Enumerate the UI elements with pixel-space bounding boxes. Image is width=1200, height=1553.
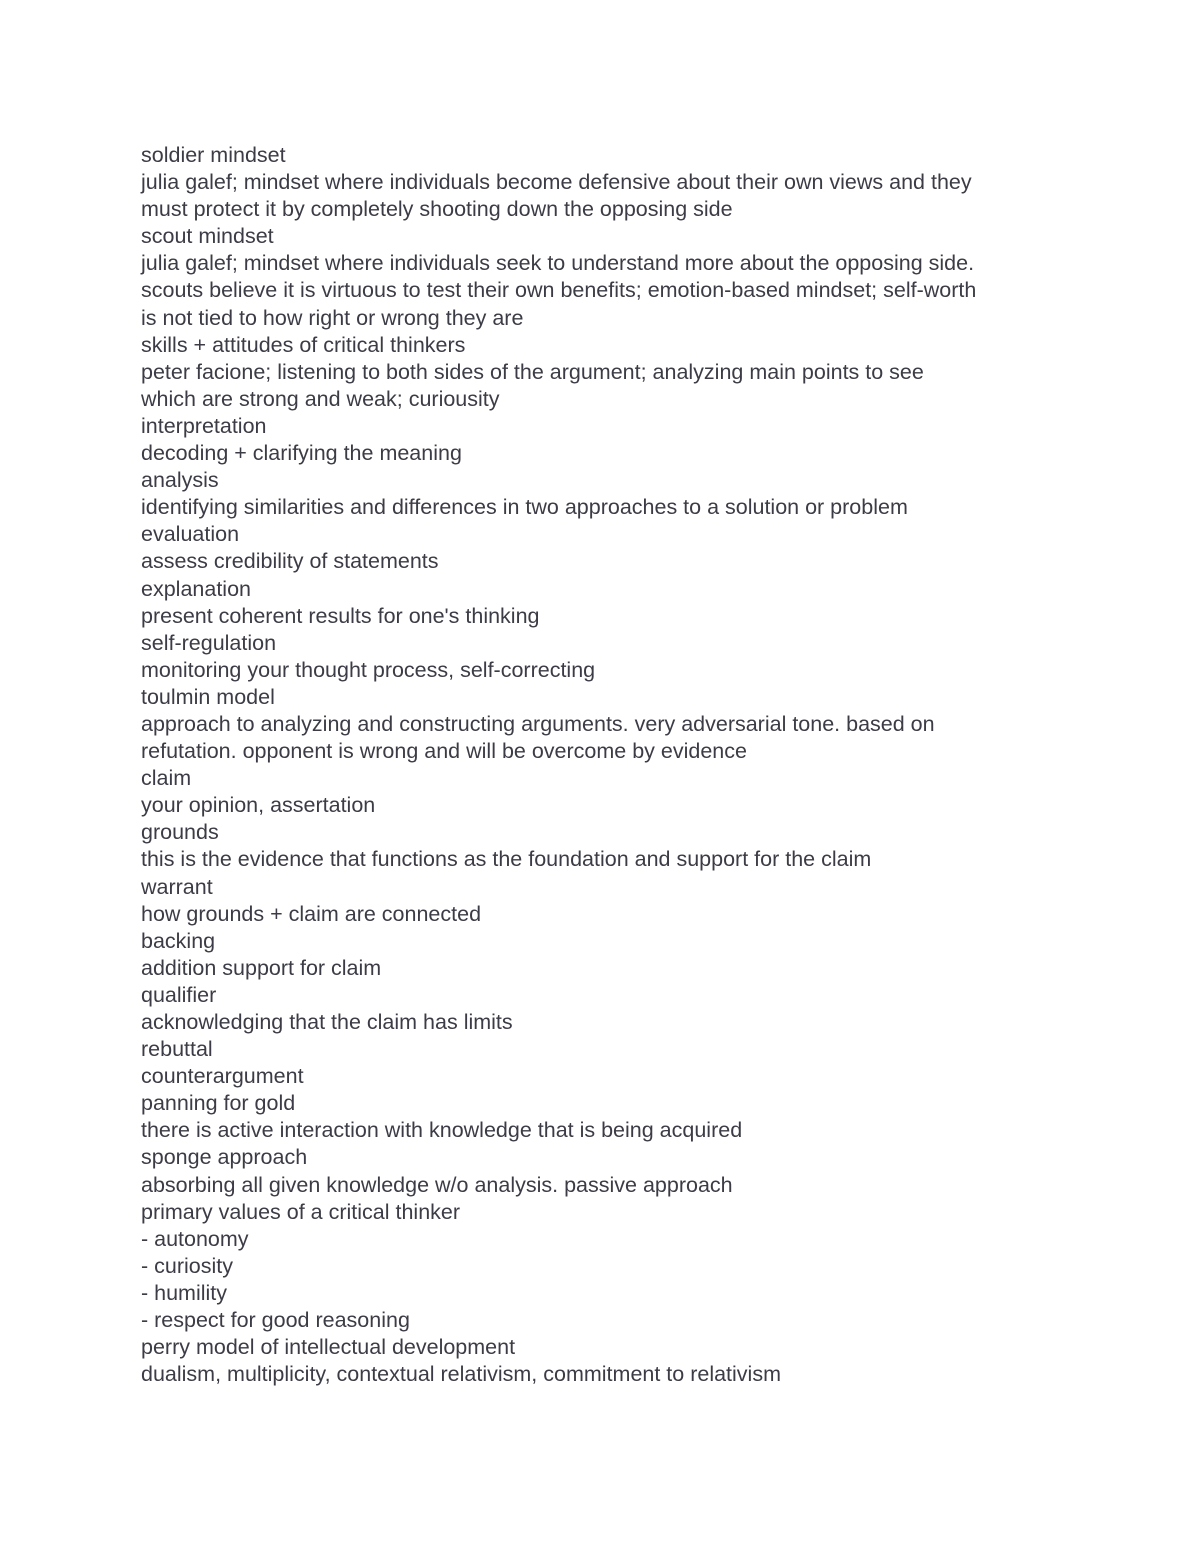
definition-rebuttal: counterargument [141, 1064, 304, 1089]
definition-scout-mindset-line-1: julia galef; mindset where individuals seek to understand more about the opposing side. [141, 251, 975, 276]
definition-toulmin-model-line-1: approach to analyzing and constructing arguments. very adversarial tone. based on [141, 711, 935, 736]
term-soldier-mindset: soldier mindset [141, 143, 286, 167]
term-skills-attitudes: skills + attitudes of critical thinkers [141, 332, 466, 357]
list-item-curiosity: - curiosity [141, 1253, 233, 1278]
term-qualifier: qualifier [141, 982, 217, 1007]
definition-interpretation: decoding + clarifying the meaning [141, 441, 462, 466]
term-analysis: analysis [141, 468, 219, 493]
definition-self-regulation: monitoring your thought process, self-correcting [141, 657, 596, 682]
term-interpretation: interpretation [141, 413, 267, 438]
term-explanation: explanation [141, 576, 251, 601]
term-claim: claim [141, 766, 192, 791]
definition-skills-attitudes-line-2: which are strong and weak; curiousity [141, 386, 500, 411]
term-toulmin-model: toulmin model [141, 684, 275, 709]
definition-skills-attitudes-line-1: peter facione; listening to both sides of the argument; analyzing main points to see [141, 359, 924, 384]
definition-toulmin-model-line-2: refutation. opponent is wrong and will be overcome by evidence [141, 739, 747, 764]
term-scout-mindset: scout mindset [141, 224, 274, 249]
definition-qualifier: acknowledging that the claim has limits [141, 1010, 513, 1034]
term-warrant: warrant [141, 874, 213, 899]
definition-scout-mindset-line-2: scouts believe it is virtuous to test their own benefits; emotion-based mindset; self-worth [141, 278, 977, 303]
definition-analysis: identifying similarities and differences in two approaches to a solution or problem [141, 495, 908, 520]
definition-explanation: present coherent results for one's thinking [141, 603, 540, 628]
definition-soldier-mindset-line-1: julia galef; mindset where individuals become defensive about their own views and they [141, 170, 972, 195]
term-perry-model: perry model of intellectual development [141, 1335, 516, 1360]
term-grounds: grounds [141, 820, 219, 845]
term-self-regulation: self-regulation [141, 630, 277, 655]
definition-backing: addition support for claim [141, 955, 382, 980]
definition-perry-model: dualism, multiplicity, contextual relativism, commitment to relativism [141, 1362, 781, 1387]
definition-evaluation: assess credibility of statements [141, 549, 439, 574]
term-rebuttal: rebuttal [141, 1037, 213, 1062]
definition-soldier-mindset-line-2: must protect it by completely shooting down the opposing side [141, 197, 733, 222]
definition-claim: your opinion, assertation [141, 793, 376, 818]
definition-scout-mindset-line-3: is not tied to how right or wrong they are [141, 305, 524, 330]
list-item-autonomy: - autonomy [141, 1226, 249, 1251]
term-backing: backing [141, 928, 216, 953]
definition-warrant: how grounds + claim are connected [141, 901, 482, 926]
definition-sponge-approach: absorbing all given knowledge w/o analysis. passive approach [141, 1172, 733, 1197]
document-body [141, 142, 1071, 1388]
list-item-respect: - respect for good reasoning [141, 1308, 410, 1333]
definition-panning-for-gold: there is active interaction with knowledge that is being acquired [141, 1118, 743, 1143]
list-item-humility: - humility [141, 1280, 228, 1305]
term-primary-values: primary values of a critical thinker [141, 1199, 461, 1224]
definition-grounds: this is the evidence that functions as the foundation and support for the claim [141, 847, 872, 872]
term-panning-for-gold: panning for gold [141, 1091, 296, 1116]
term-evaluation: evaluation [141, 522, 240, 547]
term-sponge-approach: sponge approach [141, 1145, 308, 1170]
